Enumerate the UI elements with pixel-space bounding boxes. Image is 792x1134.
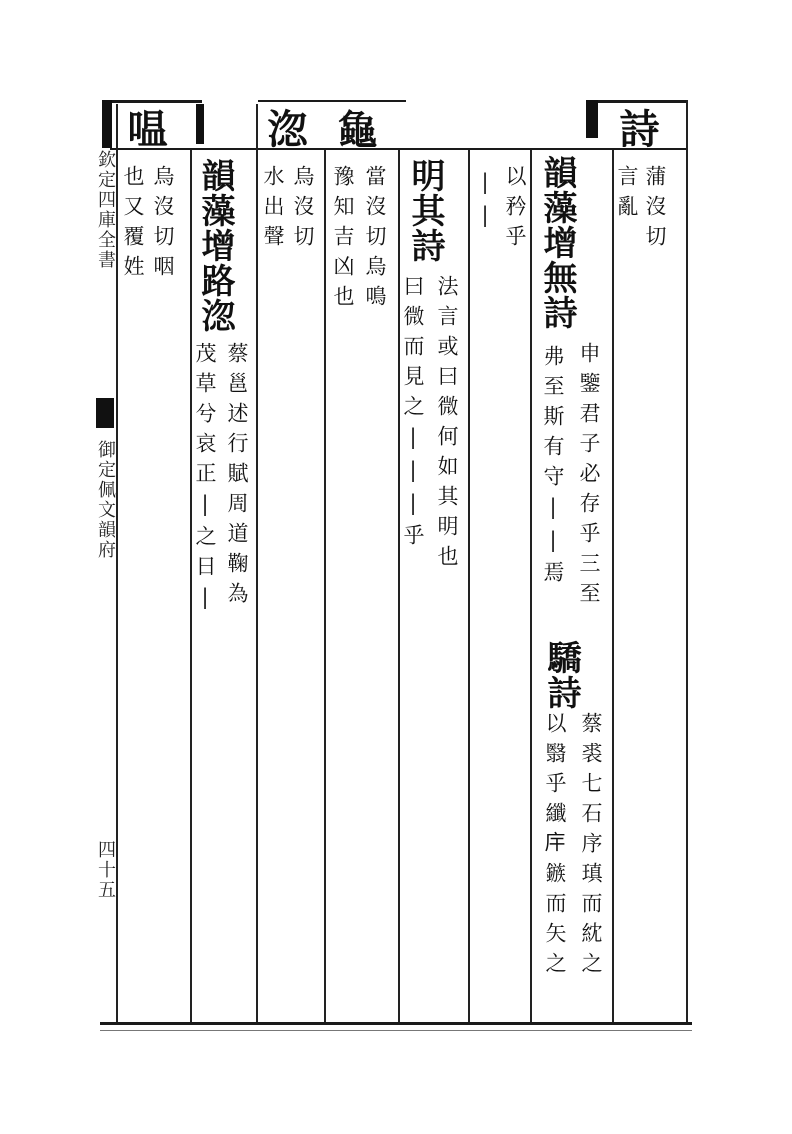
citation-text: 曰微而見之|||乎 [401,275,425,554]
citation-text: 法言或曰微何如其明也 [435,275,459,575]
book-subtitle-edge: 御定佩文韻府 [95,440,116,560]
citation-text: 茂草兮哀正|之日| [193,342,217,618]
bottom-border-dash [100,1030,692,1031]
citation-text: 以矜乎 [503,165,527,255]
entry-note: 蒲沒切 [643,165,667,255]
entry-note: 也又覆姓 [121,165,145,285]
citation-text: 申鑒君子必存乎三至 [577,342,601,612]
entry-note: 豫知吉凶也 [331,165,355,315]
book-title-edge: 欽定四庫全書 [95,150,116,270]
phrase-heading: 驕詩 [541,640,581,710]
corner-block-right [586,100,598,138]
entry-head: 淴 [261,108,308,148]
rule-1 [612,150,614,1022]
top-border-left [104,100,202,103]
entry-head: 嗢 [121,108,168,148]
phrase-heading: 韻藻增無詩 [537,155,577,330]
page-number: 四十五 [95,840,116,900]
rule-right-edge [686,100,688,1022]
rule-3 [468,150,470,1022]
entry-note: 烏沒切咽 [151,165,175,285]
bottom-border [100,1022,692,1025]
entry-note: 水出聲 [261,165,285,255]
corner-block-left [102,100,112,148]
citation-text: 弗至斯有守||焉 [541,345,565,591]
top-border-mid [258,100,406,102]
citation-text: 蔡邕述行賦周道鞠為 [225,342,249,612]
fold-black-band [96,398,114,428]
citation-text: || [473,170,497,236]
entry-head: 𧑴 [333,108,380,148]
entry-head-shi: 詩 [613,108,660,148]
phrase-heading: 韻藻增路淴 [195,158,235,333]
rule-7 [190,150,192,1022]
entry-note-2: 言亂 [615,165,639,225]
rule-left-edge [116,104,118,1022]
rule-5 [324,150,326,1022]
entry-note: 烏沒切 [291,165,315,255]
phrase-heading: 明其詩 [405,158,445,263]
entry-note: 當沒切烏鳴 [363,165,387,315]
citation-text: 蔡裘七石序瑱而紞之 [579,712,603,982]
top-border-right [596,100,688,103]
citation-text: 以翳乎纖𢇛鏃而矢之 [543,712,567,982]
rule-6 [256,104,258,1022]
rule-4 [398,150,400,1022]
rule-2 [530,150,532,1022]
corner-block-mid [196,104,204,144]
